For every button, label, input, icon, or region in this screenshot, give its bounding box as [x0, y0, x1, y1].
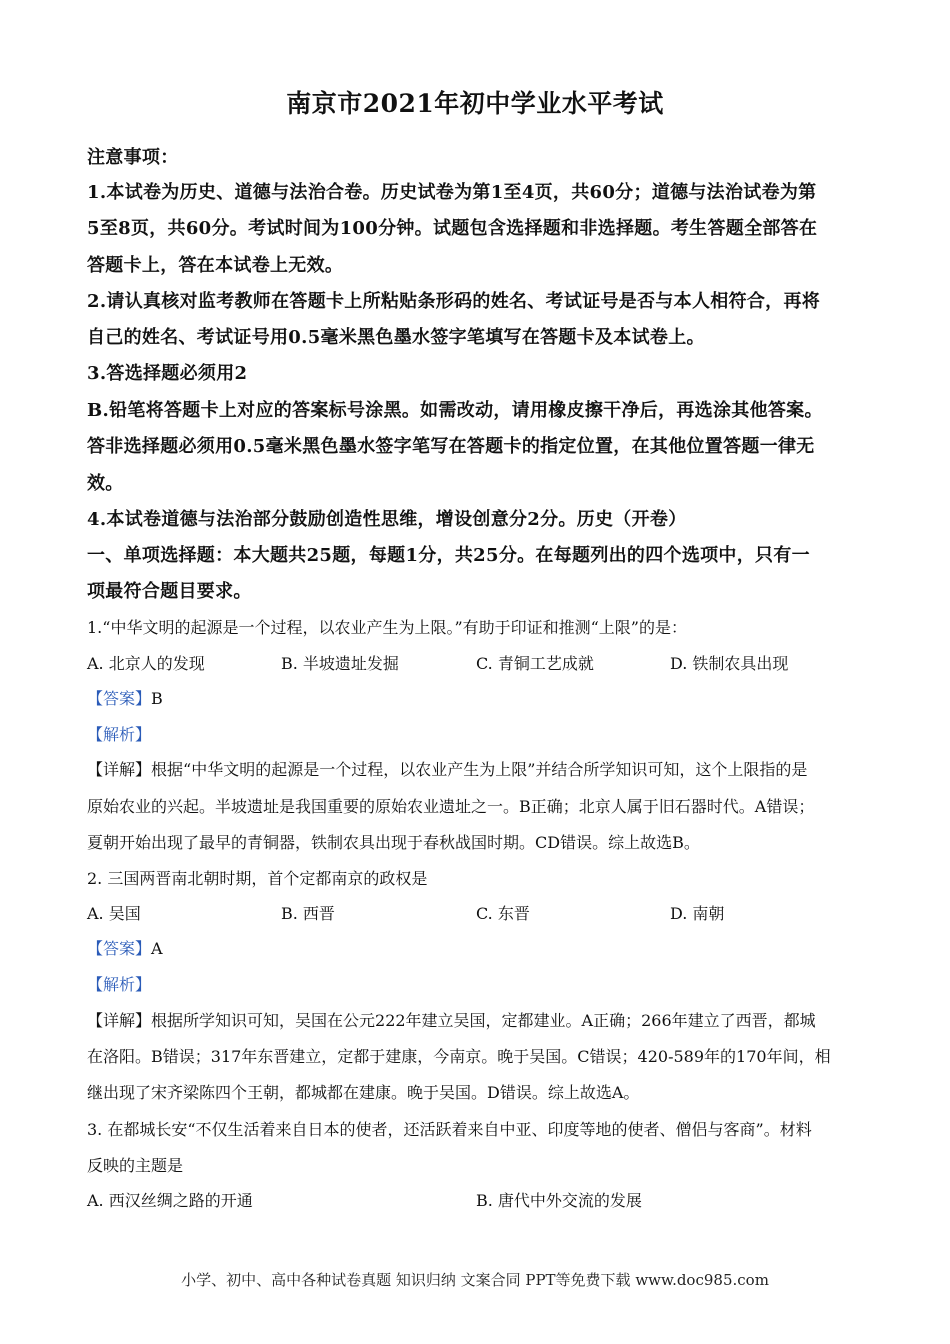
answer-line: [87, 936, 163, 959]
question-stem: 3. 在都城长安“不仅生活着来自日本的使者，还活跃着来自中亚、印度等地的使者、僧侣与客商”。材料: [87, 1120, 812, 1139]
notice-line: 1.本试卷为历史、道德与法治合卷。历史试卷为第1至4页，共60分；道德与法治试卷为第: [87, 182, 817, 203]
analysis-tag: 【解析】: [87, 975, 152, 994]
detail-text: 根据所学知识可知，吴国在公元222年建立吴国，定都建业。A正确；266年建立了西晋，都城: [151, 1011, 816, 1030]
detail-line: [87, 1008, 816, 1031]
notice-line: 效。: [87, 473, 124, 494]
section-heading: 项最符合题目要求。: [87, 581, 252, 602]
answer-tag: 【答案】: [87, 689, 152, 708]
option-b: B. 半坡遗址发掘: [281, 654, 399, 673]
option-a: A. 吴国: [87, 904, 141, 923]
question-stem: 2. 三国两晋南北朝时期，首个定都南京的政权是: [87, 869, 428, 888]
answer-line: [87, 686, 163, 709]
answer-value: A: [151, 939, 163, 958]
notice-line: 答非选择题必须用0.5毫米黑色墨水签字笔写在答题卡的指定位置，在其他位置答题一律无: [87, 436, 815, 457]
notice-line: 自己的姓名、考试证号用0.5毫米黑色墨水签字笔填写在答题卡及本试卷上。: [87, 327, 705, 348]
option-d: D. 铁制农具出现: [670, 654, 789, 673]
notice-line: 5至8页，共60分。考试时间为100分钟。试题包含选择题和非选择题。考生答题全部答在: [87, 218, 818, 239]
page-footer: 小学、初中、高中各种试卷真题 知识归纳 文案合同 PPT等免费下载 www.doc985.com: [181, 1271, 769, 1289]
page-title: 南京市2021年初中学业水平考试: [286, 89, 664, 118]
detail-line: 在洛阳。B错误；317年东晋建立，定都于建康，今南京。晚于吴国。C错误；420-589年的170年间，相: [87, 1047, 831, 1066]
question-stem: 反映的主题是: [87, 1156, 184, 1175]
section-heading: 一、单项选择题：本大题共25题，每题1分，共25分。在每题列出的四个选项中，只有一: [87, 545, 810, 566]
notice-line: 2.请认真核对监考教师在答题卡上所粘贴条形码的姓名、考试证号是否与本人相符合，再将: [87, 291, 821, 312]
detail-tag: 【详解】: [87, 760, 152, 779]
notice-heading: 注意事项：: [87, 147, 179, 168]
notice-line: 3.答选择题必须用2: [87, 363, 248, 384]
option-c: C. 青铜工艺成就: [476, 654, 594, 673]
question-stem: 1.“中华文明的起源是一个过程，以农业产生为上限。”有助于印证和推测“上限”的是：: [87, 618, 687, 637]
detail-line: [87, 757, 807, 780]
option-a: A. 北京人的发现: [87, 654, 205, 673]
option-c: C. 东晋: [476, 904, 530, 923]
notice-line: B.铅笔将答题卡上对应的答案标号涂黑。如需改动，请用橡皮擦干净后，再选涂其他答案。: [87, 400, 823, 421]
answer-tag: 【答案】: [87, 939, 152, 958]
detail-line: 原始农业的兴起。半坡遗址是我国重要的原始农业遗址之一。B正确；北京人属于旧石器时代。A错误；: [87, 797, 815, 816]
analysis-tag: 【解析】: [87, 725, 152, 744]
detail-line: 夏朝开始出现了最早的青铜器，铁制农具出现于春秋战国时期。CD错误。综上故选B。: [87, 833, 700, 852]
detail-line: 继出现了宋齐梁陈四个王朝，都城都在建康。晚于吴国。D错误。综上故选A。: [87, 1083, 640, 1102]
option-d: D. 南朝: [670, 904, 725, 923]
option-b: B. 西晋: [281, 904, 335, 923]
notice-line: 4.本试卷道德与法治部分鼓励创造性思维，增设创意分2分。历史（开卷）: [87, 509, 687, 530]
option-a: A. 西汉丝绸之路的开通: [87, 1191, 253, 1210]
notice-line: 答题卡上，答在本试卷上无效。: [87, 255, 344, 276]
answer-value: B: [151, 689, 163, 708]
detail-text: 根据“中华文明的起源是一个过程，以农业产生为上限”并结合所学知识可知，这个上限指的是: [151, 760, 808, 779]
option-b: B. 唐代中外交流的发展: [476, 1191, 642, 1210]
detail-tag: 【详解】: [87, 1011, 152, 1030]
